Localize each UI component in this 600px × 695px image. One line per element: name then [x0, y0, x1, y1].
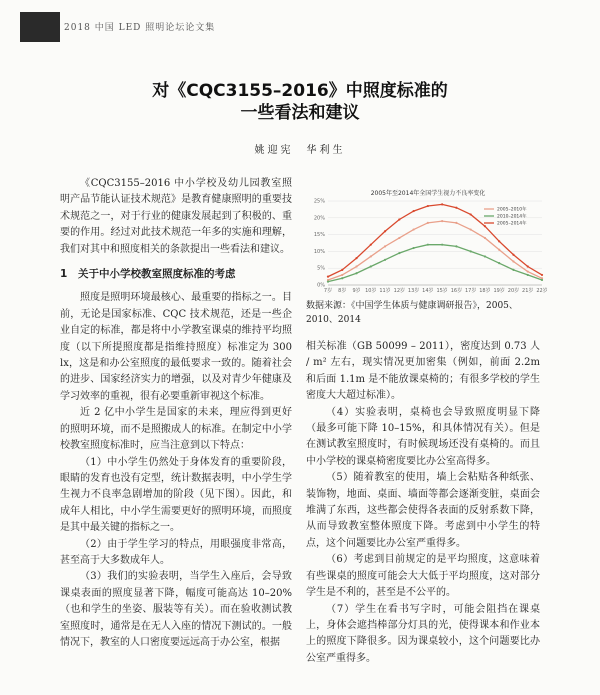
data-point	[413, 228, 415, 230]
data-point	[484, 237, 486, 239]
data-point	[498, 240, 500, 242]
data-point	[527, 270, 529, 272]
data-point	[427, 244, 429, 246]
x-tick-label: 10岁	[365, 288, 377, 294]
x-tick-label: 13岁	[407, 288, 420, 294]
data-point	[398, 218, 400, 220]
x-tick-label: 21岁	[522, 288, 534, 294]
data-point	[341, 277, 343, 279]
data-point	[441, 220, 443, 222]
running-head: 2018 中国 LED 照明论坛论文集	[64, 23, 216, 33]
data-point	[470, 228, 472, 230]
data-point	[384, 259, 386, 261]
body-paragraph: （1）中小学生仍然处于身体发育的重要阶段，眼睛的发育也没有定型，统计数据表明，中小学生学生视力不良率急剧增加的阶段（见下图）。因此，和成年人相比，中小学生需要更好的照明环境，而照度是其中最关键的指标之一。	[60, 456, 292, 534]
data-point	[512, 269, 514, 271]
y-tick-label: 15%	[313, 232, 325, 239]
section-title: 关于中小学校教室照度标准的考虑	[78, 268, 236, 281]
legend-label: 2005–2014年	[497, 221, 527, 227]
x-tick-label: 17岁	[464, 288, 477, 294]
data-point	[484, 225, 486, 227]
y-tick-label: 5%	[317, 265, 325, 272]
legend-label: 2010–2014年	[497, 214, 527, 220]
data-point	[498, 262, 500, 264]
body-paragraph: （3）我们的实验表明，当学生入座后，会导致课桌表面的照度显著下降，幅度可能高达 10–20%（也和学生的坐姿、服装等有关）。而在验收测试教室照度时，通常是在无人入座的情况下测试的。一般情况下，教室的人口密度要远远高于办公室，根据	[60, 571, 292, 648]
authors: 姚迎宪 华利生	[254, 145, 346, 156]
data-point	[327, 281, 329, 283]
data-point	[541, 274, 543, 276]
data-point	[427, 222, 429, 224]
y-tick-label: 0%	[317, 282, 325, 289]
article-title-line2: 一些看法和建议	[240, 103, 360, 123]
body-paragraph: （2）由于学生学习的特点，用眼强度非常高，甚至高于大多数成年人。	[60, 538, 292, 566]
data-point	[441, 203, 443, 205]
body-paragraph: （5）随着教室的使用，墙上会粘贴各种纸张、装饰物，地面、桌面、墙面等都会逐渐变脏，桌面会堆满了东西，这些都会使得各表面的反射系数下降，从而导致教室整体照度下降。考虑到中小学生的特点，这个问题要比办公室严重得多。	[306, 472, 540, 549]
figure-caption: 数据来源：《中国学生体质与健康调研报告》，2005、2010、2014	[306, 301, 518, 325]
series-line	[328, 245, 542, 282]
data-point	[327, 276, 329, 278]
header-ornament	[20, 12, 60, 42]
data-point	[484, 255, 486, 257]
x-tick-label: 14岁	[422, 288, 434, 294]
data-point	[455, 207, 457, 209]
legend-label: 2005–2010年	[497, 207, 527, 213]
data-point	[427, 205, 429, 207]
data-point	[384, 230, 386, 232]
x-tick-label: 19岁	[493, 288, 505, 294]
vision-chart-svg	[306, 187, 550, 297]
x-tick-label: 18岁	[479, 288, 491, 294]
data-point	[527, 265, 529, 267]
vision-chart	[306, 187, 550, 307]
x-tick-label: 8岁	[338, 288, 347, 294]
x-tick-label: 16岁	[450, 288, 463, 294]
data-point	[370, 244, 372, 246]
left-column	[60, 176, 292, 651]
body-paragraph: （4）实验表明，桌椅也会导致照度明显下降（最多可能下降 10–15%，和具体情况有关）。但是在测试教室照度时，有时候现场还没有桌椅的。而且中小学校的课桌椅密度要比办公室高得多。	[306, 406, 540, 467]
x-tick-label: 7岁	[323, 288, 333, 294]
data-point	[512, 254, 514, 256]
data-point	[398, 237, 400, 239]
x-tick-label: 20岁	[507, 288, 520, 294]
body-paragraph: 近 2 亿中小学生是国家的未来，理应得到更好的照明环境，而不是照搬成人的标准。在制定中小学校教室照度标准时，应当注意到以下特点：	[60, 407, 292, 452]
body-paragraph: （6）考虑到目前规定的是平均照度，这意味着有些课桌的照度可能会大大低于平均照度，这对部分学生是不利的，甚至是不公平的。	[306, 554, 540, 599]
data-point	[470, 250, 472, 252]
data-point	[370, 265, 372, 267]
data-point	[413, 247, 415, 249]
section-heading	[60, 266, 292, 282]
article-title-line1: 对《CQC3155–2016》中照度标准的	[152, 81, 448, 101]
y-tick-label: 20%	[313, 215, 325, 222]
data-point	[470, 213, 472, 215]
body-paragraph: （7）学生在看书写字时，可能会阻挡在课桌上，身体会遮挡棒部分灯具的光，使得课本和作业本上的照度下降很多。因为课桌较小，这个问题要比办公室严重得多。	[306, 603, 540, 664]
data-point	[355, 257, 357, 259]
data-point	[498, 249, 500, 251]
right-column	[306, 339, 540, 667]
data-point	[541, 279, 543, 281]
data-point	[384, 245, 386, 247]
x-tick-label: 12岁	[393, 288, 406, 294]
chart-title: 2005年至2014年全国学生视力不良率变化	[370, 190, 486, 197]
data-point	[527, 274, 529, 276]
data-point	[341, 274, 343, 276]
x-tick-label: 11岁	[379, 288, 391, 294]
x-tick-label: 15岁	[436, 288, 448, 294]
intro-paragraph: 《CQC3155–2016 中小学校及幼儿园教室照明产品节能认证技术规范》是教育健康照明的重要技术规范之一，对于行业的健康发展起到了积极的、重要的作用。经过对此技术规范一年多的实施和理解，我们对其中和照度相关的条款提出一些看法和建议。	[60, 178, 292, 255]
x-tick-label: 9岁	[352, 288, 361, 294]
data-point	[413, 210, 415, 212]
body-paragraph: 相关标准（GB 50099 – 2011），密度达到 0.73 人 / m² 左右，现实情况更加密集（例如，前面 2.2m 和后面 1.1m 是不能放课桌椅的；有很多学校的学生密度大大超过标准）。	[306, 341, 540, 402]
data-point	[370, 255, 372, 257]
data-point	[398, 252, 400, 254]
x-tick-label: 22岁	[536, 288, 548, 294]
y-tick-label: 10%	[313, 248, 325, 255]
data-point	[441, 244, 443, 246]
data-point	[455, 245, 457, 247]
y-tick-label: 25%	[313, 198, 325, 205]
section-number: 1	[60, 268, 68, 281]
data-point	[355, 272, 357, 274]
data-point	[512, 260, 514, 262]
data-point	[455, 222, 457, 224]
data-point	[355, 265, 357, 267]
body-paragraph: 照度是照明环境最核心、最重要的指标之一。目前，无论是国家标准、CQC 技术规范，还是一些企业自定的标准，都是将中小学教室课桌的维持平均照度（以下所提照度都是指维持照度）标准定为 300 lx，这是和办公室照度的最低要求一致的。随着社会的进步、国家经济实力的增强，以及对青少年健康及学习效率的重视，很有必要重新审视这个标准。	[60, 292, 292, 402]
data-point	[341, 269, 343, 271]
